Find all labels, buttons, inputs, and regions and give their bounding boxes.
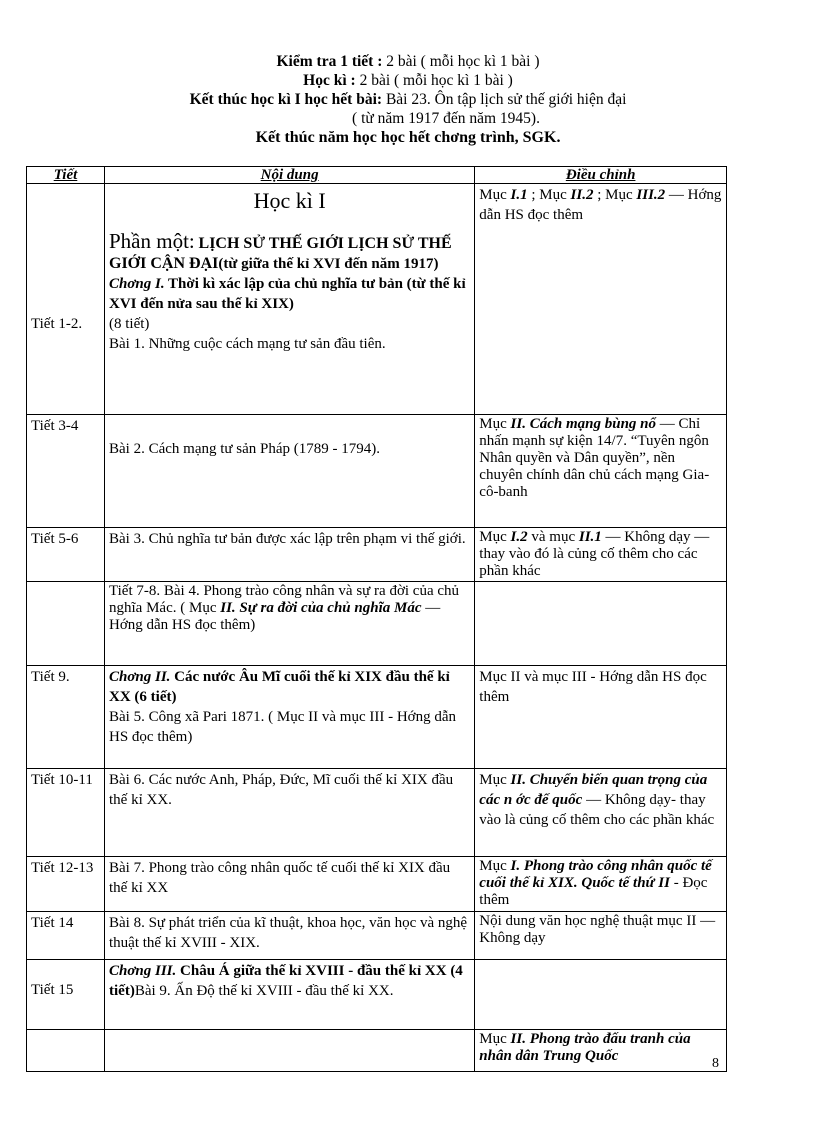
- table-row: [27, 1030, 727, 1072]
- cell-dieu-chinh: Mục II. Cách mạng bùng nổ — Chỉ nhấn mạnh sự kiện 14/7. “Tuyên ngôn Nhân quyền và Dân quyền”, nền chuyên chính dân chủ cách mạng Gia-cô-banh: [475, 415, 727, 528]
- cell-dieu-chinh: Mục I. Phong trào công nhân quốc tế cuối thế kỉ XIX. Quốc tế thứ II - Đọc thêm: [475, 857, 727, 912]
- cell-tiet: Tiết 15: [27, 960, 105, 1030]
- chapter-heading: Chơng III. Châu Á giữa thế kỉ XVIII - đầu thế kỉ XX (4 tiết): [109, 963, 463, 999]
- cell-dieu-chinh: [475, 960, 727, 1030]
- table-row: [27, 666, 727, 769]
- table-row: [27, 528, 727, 582]
- table-row: [27, 960, 727, 1030]
- document-header: [0, 52, 816, 147]
- page-number: 8: [712, 1056, 719, 1071]
- cell-noi-dung: [105, 960, 475, 1030]
- table-header-row: [27, 167, 727, 184]
- cell-noi-dung: Bài 2. Cách mạng tư sản Pháp (1789 - 1794).: [105, 415, 475, 528]
- cell-dieu-chinh: Nội dung văn học nghệ thuật mục II — Không dạy: [475, 912, 727, 960]
- cell-noi-dung: Bài 8. Sự phát triển của kĩ thuật, khoa học, văn học và nghệ thuật thế kỉ XVIII - XIX.: [105, 912, 475, 960]
- cell-tiet: Tiết 3-4: [27, 415, 105, 528]
- cell-dieu-chinh: [475, 582, 727, 666]
- table-row: [27, 912, 727, 960]
- header-tiet: Tiết: [27, 167, 105, 184]
- curriculum-table: [26, 166, 727, 1072]
- cell-tiet: Tiết 1-2.: [27, 184, 105, 415]
- chapter-heading: Chơng I. Thời kì xác lập của chủ nghĩa tư bản (từ thế kỉ XVI đến nửa sau thế kỉ XIX): [109, 276, 466, 312]
- cell-noi-dung: Bài 6. Các nước Anh, Pháp, Đức, Mĩ cuối thế kỉ XIX đầu thế kỉ XX.: [105, 769, 475, 857]
- cell-noi-dung: Tiết 7-8. Bài 4. Phong trào công nhân và sự ra đời của chủ nghĩa Mác. ( Mục II. Sự ra đời của chủ nghĩa Mác — Hớng dẫn HS đọc thêm): [105, 582, 475, 666]
- cell-tiet: Tiết 10-11: [27, 769, 105, 857]
- table-row: [27, 582, 727, 666]
- cell-dieu-chinh: Mục II. Chuyển biến quan trọng của các n ớc đế quốc — Không dạy- thay vào là củng cố thêm cho các phần khác: [475, 769, 727, 857]
- cell-tiet: Tiết 5-6: [27, 528, 105, 582]
- cell-tiet: [27, 1030, 105, 1072]
- cell-dieu-chinh: Mục I.2 và mục II.1 — Không dạy — thay vào đó là củng cố thêm cho các phần khác: [475, 528, 727, 582]
- table-row: [27, 769, 727, 857]
- table-row: [27, 857, 727, 912]
- cell-noi-dung: Bài 3. Chủ nghĩa tư bản được xác lập trên phạm vi thế giới.: [105, 528, 475, 582]
- lesson-title: Bài 1. Những cuộc cách mạng tư sản đầu tiên.: [109, 336, 386, 352]
- header-noi-dung: Nội dung: [105, 167, 475, 184]
- table-row: [27, 184, 727, 415]
- header-dieu-chinh: Điều chỉnh: [475, 167, 727, 184]
- chapter-duration: (8 tiết): [109, 316, 150, 332]
- header-line-exam: Kiểm tra 1 tiết : 2 bài ( mỗi học kì 1 bài ): [276, 53, 540, 70]
- cell-tiet: [27, 582, 105, 666]
- cell-tiet: Tiết 14: [27, 912, 105, 960]
- header-line-semester: Học kì : 2 bài ( mỗi học kì 1 bài ): [303, 72, 513, 89]
- chapter-heading: Chơng II. Các nước Âu Mĩ cuối thế kỉ XIX đầu thế kỉ XX (6 tiết): [109, 669, 450, 705]
- header-line-end-year: Kết thúc năm học học hết chơng trình, SGK.: [255, 129, 561, 146]
- cell-dieu-chinh: Mục I.1 ; Mục II.2 ; Mục III.2 — Hớng dẫn HS đọc thêm: [475, 184, 727, 415]
- header-line-end-semester: Kết thúc học kì I học hết bài: Bài 23. Ôn tập lịch sử thế giới hiện đại: [189, 91, 627, 108]
- semester-title: Học kì I: [253, 188, 326, 213]
- cell-tiet: Tiết 9.: [27, 666, 105, 769]
- table-row: [27, 415, 727, 528]
- cell-noi-dung: Bài 7. Phong trào công nhân quốc tế cuối thế kỉ XIX đầu thế kỉ XX: [105, 857, 475, 912]
- lesson-title: Bài 9. Ấn Độ thế kỉ XVIII - đầu thế kỉ XX.: [134, 983, 394, 999]
- part-title: Phần một: LỊCH SỬ THẾ GIỚI LỊCH SỬ THẾ GIỚI CẬN ĐẠI(từ giữa thế kỉ XVI đến năm 1917): [109, 229, 452, 272]
- cell-tiet: Tiết 12-13: [27, 857, 105, 912]
- lesson-title: Bài 5. Công xã Pari 1871. ( Mục II và mục III - Hớng dẫn HS đọc thêm): [109, 709, 457, 745]
- header-line-period: ( từ năm 1917 đến năm 1945).: [352, 110, 540, 127]
- cell-noi-dung: [105, 184, 475, 415]
- cell-noi-dung: [105, 666, 475, 769]
- cell-noi-dung: [105, 1030, 475, 1072]
- cell-dieu-chinh: Mục II và mục III - Hớng dẫn HS đọc thêm: [475, 666, 727, 769]
- cell-dieu-chinh: Mục II. Phong trào đấu tranh của nhân dân Trung Quốc: [475, 1030, 727, 1072]
